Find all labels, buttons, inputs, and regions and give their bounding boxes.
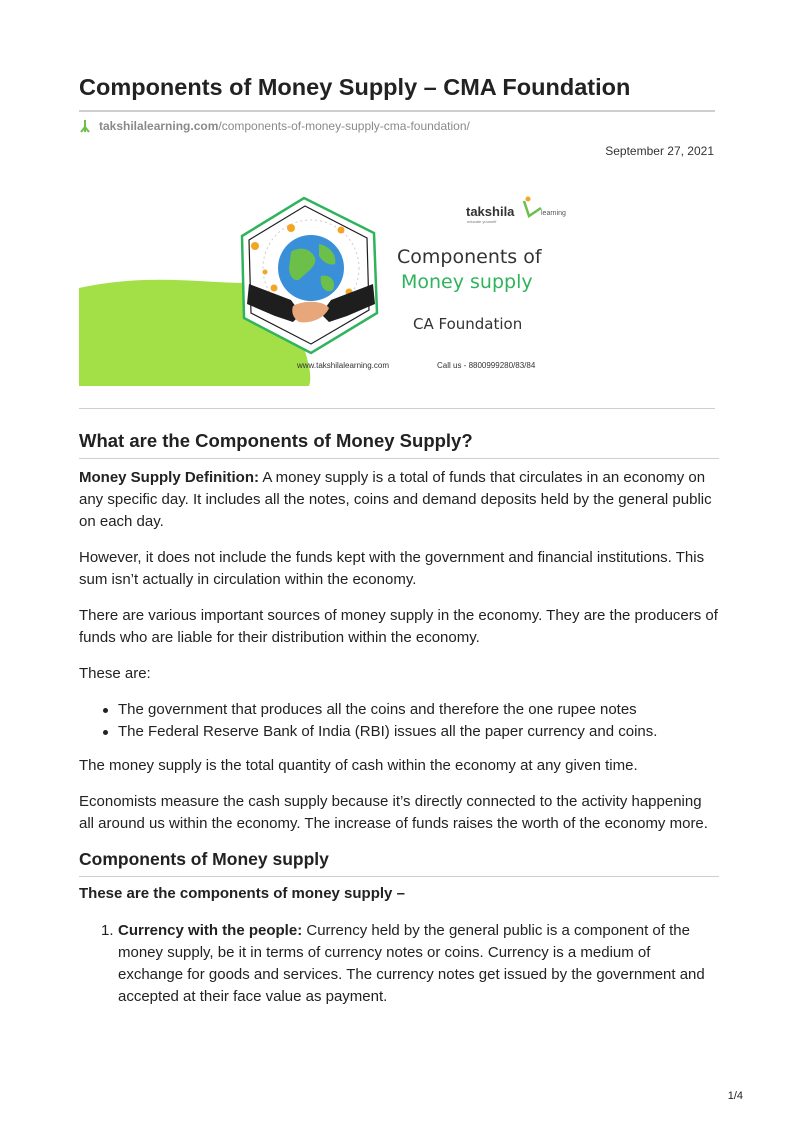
- components-intro: These are the components of money supply –: [79, 885, 405, 902]
- page-title: Components of Money Supply – CMA Foundation: [79, 74, 631, 100]
- banner-website: www.takshilalearning.com: [297, 361, 390, 370]
- section-heading: What are the Components of Money Supply?: [79, 430, 719, 459]
- numbered-list: [101, 920, 719, 1008]
- publish-date: September 27, 2021: [605, 144, 714, 158]
- paragraph: The money supply is the total quantity of cash within the economy at any given time.: [79, 757, 638, 774]
- definition-term: Money Supply Definition:: [79, 469, 259, 486]
- item-text: Currency held by the general public is a component of the money supply, be it in terms of currency notes or coins. Currency is a medium of exchange for goods and services. The currency notes get issued by the government and accepted at their face value as payment.: [118, 922, 705, 1005]
- paragraph: [79, 467, 719, 533]
- section-divider: [79, 408, 715, 409]
- source-link[interactable]: [79, 118, 470, 134]
- banner-phone: Call us - 8800999280/83/84: [437, 361, 536, 370]
- paragraph: These are:: [79, 665, 151, 682]
- item-term: Currency with the people:: [118, 922, 303, 939]
- list-item: The Federal Reserve Bank of India (RBI) issues all the paper currency and coins.: [101, 721, 719, 743]
- paragraph: There are various important sources of money supply in the economy. They are the producers of funds who are liable for their distribution within the economy.: [79, 607, 718, 646]
- banner-line3: CA Foundation: [413, 315, 523, 333]
- subsection-heading: Components of Money supply: [79, 849, 719, 877]
- article-banner-image: [79, 188, 579, 386]
- article-body: [79, 430, 719, 1008]
- title-divider: [79, 110, 715, 112]
- page-number: 1/4: [727, 1090, 743, 1102]
- banner-brand: takshila: [466, 204, 515, 219]
- bullet-list: [101, 699, 719, 743]
- list-item: The government that produces all the coins and therefore the one rupee notes: [101, 699, 719, 721]
- source-favicon-icon: [79, 119, 91, 133]
- paragraph: However, it does not include the funds kept with the government and financial institutions. This sum isn’t actually in circulation within the economy.: [79, 549, 705, 588]
- paragraph: Economists measure the cash supply because it’s directly connected to the activity happening all around us within the economy. The increase of funds raises the worth of the economy more.: [79, 793, 708, 832]
- banner-line1: Components of: [397, 246, 542, 268]
- definition-text: A money supply is a total of funds that circulates in an economy on any specific day. It includes all the notes, coins and demand deposits held by the general public on each day.: [79, 469, 712, 530]
- banner-brand-suffix: learning: [541, 210, 566, 217]
- list-item: [101, 920, 719, 1008]
- banner-line2: Money supply: [401, 271, 533, 293]
- banner-tagline: educate yourself: [467, 219, 497, 224]
- source-path[interactable]: /components-of-money-supply-cma-foundation/: [218, 119, 470, 133]
- source-domain[interactable]: takshilalearning.com: [99, 119, 219, 133]
- list-number: 1.: [101, 922, 114, 939]
